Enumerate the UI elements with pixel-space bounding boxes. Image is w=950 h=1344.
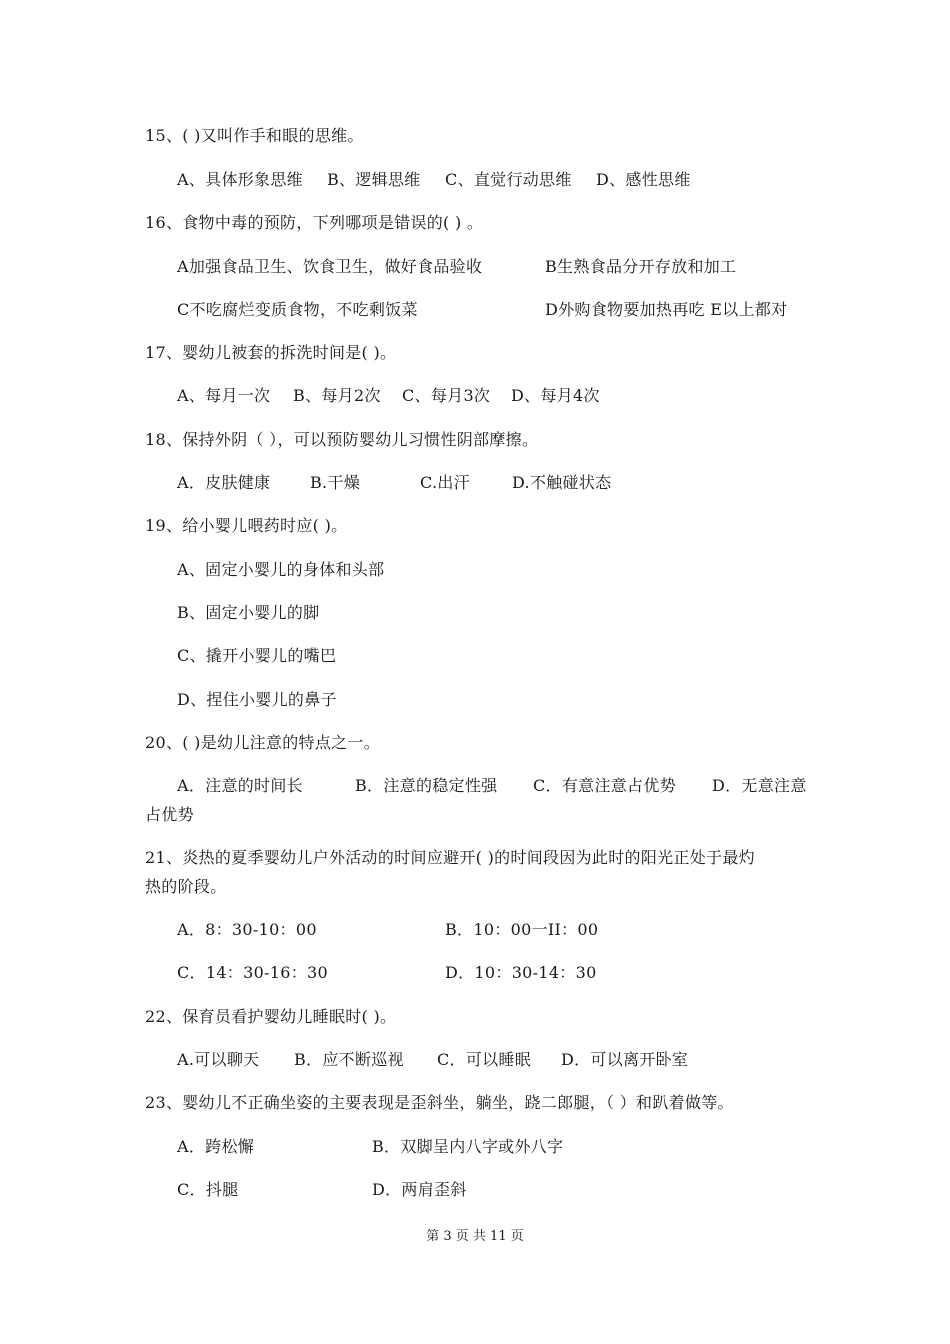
question-21-option-c: C．14：30-16：30 <box>177 963 328 982</box>
question-16-option-c: C不吃腐烂变质食物，不吃剩饭菜 <box>177 300 418 319</box>
question-22-option-d: D．可以离开卧室 <box>561 1050 689 1069</box>
question-16-option-a: A加强食品卫生、饮食卫生，做好食品验收 <box>177 257 483 276</box>
question-20-stem: 20、( )是幼儿注意的特点之一。 <box>145 733 381 752</box>
question-21-option-b: B．10：00一II：00 <box>445 920 599 939</box>
question-23-stem: 23、婴幼儿不正确坐姿的主要表现是歪斜坐，躺坐，跷二郎腿，（ ）和趴着做等。 <box>145 1093 734 1112</box>
question-15-option-b: B、逻辑思维 <box>327 170 421 189</box>
question-22-option-c: C．可以睡眠 <box>437 1050 532 1069</box>
question-20-option-b: B．注意的稳定性强 <box>355 776 498 795</box>
question-15-option-a: A、具体形象思维 <box>177 170 303 189</box>
question-17-option-b: B、每月2次 <box>293 386 381 405</box>
question-15-stem: 15、( )又叫作手和眼的思维。 <box>145 126 364 145</box>
question-21-option-a: A．8：30-10：00 <box>177 920 317 939</box>
question-21-stem-continued: 热的阶段。 <box>145 877 227 896</box>
question-22-option-b: B．应不断巡视 <box>294 1050 404 1069</box>
question-19-stem: 19、给小婴儿喂药时应( )。 <box>145 516 348 535</box>
question-19-option-b: B、固定小婴儿的脚 <box>177 603 320 622</box>
question-18-option-c: C.出汗 <box>420 473 470 492</box>
question-17-option-c: C、每月3次 <box>402 386 491 405</box>
question-17-option-a: A、每月一次 <box>177 386 271 405</box>
question-20-option-c: C．有意注意占优势 <box>533 776 676 795</box>
question-20-option-d-continued: 占优势 <box>145 805 194 824</box>
question-21-stem: 21、炎热的夏季婴幼儿户外活动的时间应避开( )的时间段因为此时的阳光正处于最灼 <box>145 848 755 867</box>
question-23-option-c: C．抖腿 <box>177 1180 239 1199</box>
question-23-option-d: D．两肩歪斜 <box>372 1180 467 1199</box>
question-15-option-c: C、直觉行动思维 <box>445 170 572 189</box>
question-16-option-b: B生熟食品分开存放和加工 <box>545 257 737 276</box>
page-number-footer: 第 3 页 共 11 页 <box>426 1229 524 1244</box>
question-23-option-b: B．双脚呈内八字或外八字 <box>372 1137 564 1156</box>
question-23-option-a: A．跨松懈 <box>177 1137 255 1156</box>
question-21-option-d: D．10：30-14：30 <box>445 963 597 982</box>
question-18-option-d: D.不触碰状态 <box>512 473 612 492</box>
question-18-option-a: A．皮肤健康 <box>177 473 271 492</box>
question-20-option-a: A．注意的时间长 <box>177 776 303 795</box>
question-18-stem: 18、保持外阴（ ），可以预防婴幼儿习惯性阴部摩擦。 <box>145 430 539 449</box>
question-22-option-a: A.可以聊天 <box>177 1050 260 1069</box>
question-16-stem: 16、食物中毒的预防，下列哪项是错误的( ) 。 <box>145 213 484 232</box>
question-17-option-d: D、每月4次 <box>511 386 600 405</box>
question-19-option-a: A、固定小婴儿的身体和头部 <box>177 560 385 579</box>
question-16-option-d: D外购食物要加热再吃 E以上都对 <box>545 300 788 319</box>
question-19-option-d: D、捏住小婴儿的鼻子 <box>177 690 337 709</box>
question-18-option-b: B.干燥 <box>310 473 361 492</box>
question-15-option-d: D、感性思维 <box>596 170 691 189</box>
question-19-option-c: C、撬开小婴儿的嘴巴 <box>177 646 337 665</box>
question-17-stem: 17、婴幼儿被套的拆洗时间是( )。 <box>145 343 397 362</box>
question-22-stem: 22、保育员看护婴幼儿睡眠时( )。 <box>145 1007 397 1026</box>
question-20-option-d: D．无意注意 <box>712 776 807 795</box>
